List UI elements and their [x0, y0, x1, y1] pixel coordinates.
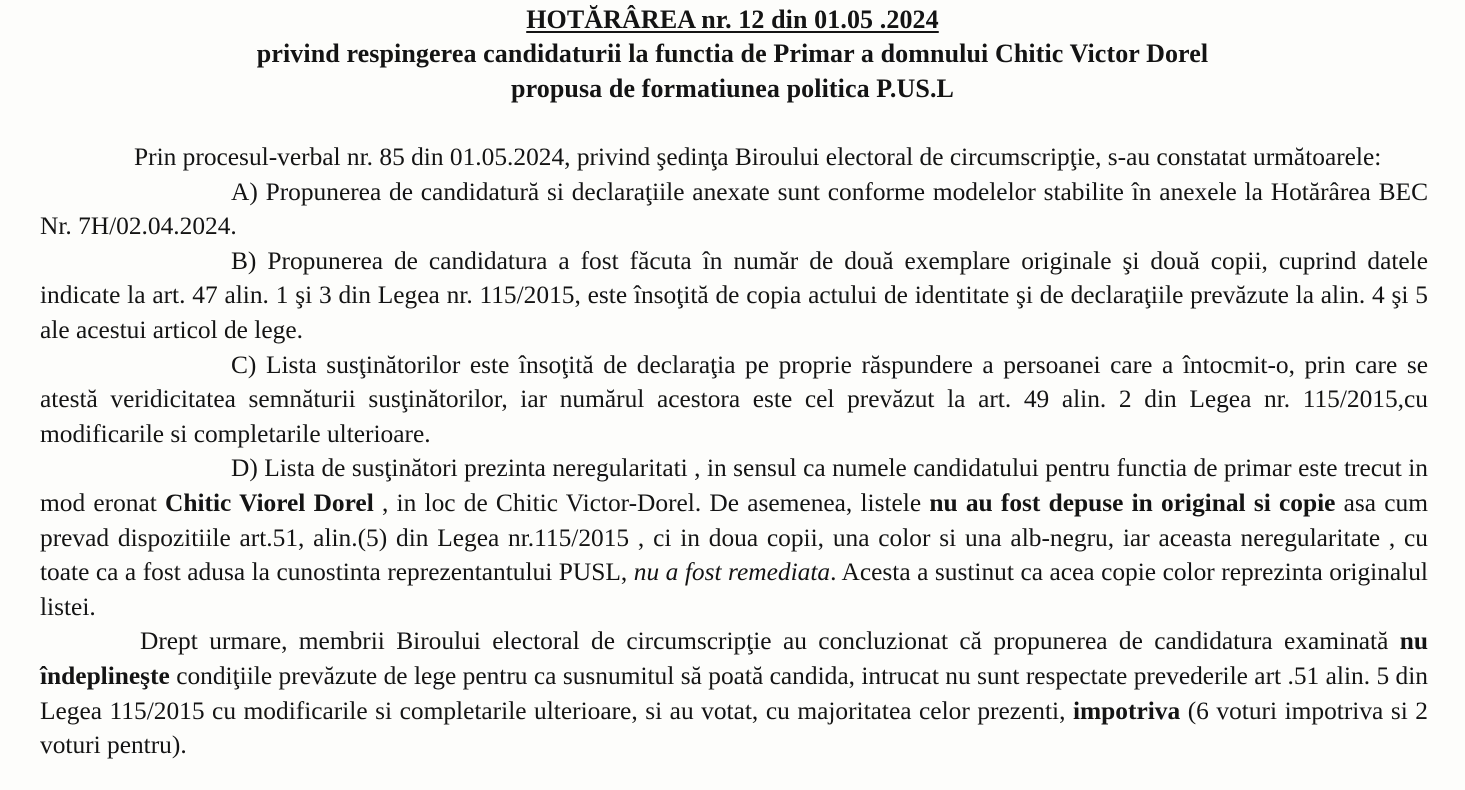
document-body	[40, 140, 1428, 763]
point-d-text-2: , in loc de Chitic Victor-Dorel. De asemenea, listele	[373, 488, 930, 517]
point-d-italic: nu a fost remediata	[633, 558, 831, 587]
point-b-paragraph: B) Propunerea de candidatura a fost făcuta în număr de două exemplare originale şi două copii, cuprind datele indicate la art. 47 alin. 1 şi 3 din Legea nr. 115/2015, este însoţită de copia actului de identitate şi de declaraţiile prevăzute la alin. 4 şi 5 ale acestui articol de lege.	[40, 246, 1428, 344]
conclusion-bold-impotriva: impotriva	[1072, 696, 1181, 725]
point-d-paragraph	[40, 451, 1428, 624]
document-subtitle: privind respingerea candidaturii la functia de Primar a domnului Chitic Victor Dorel	[256, 39, 1209, 68]
point-d-bold-original: nu au fost depuse in original si copie	[929, 488, 1336, 517]
point-d-bold-name: Chitic Viorel Dorel	[165, 488, 374, 517]
point-d-text-3: asa cum prevad dispozitiile art.51, alin.(5) din Legea nr.115/2015 , ci in doua copii, una color si una alb-negru, iar aceasta neregularitate , cu toate ca a fost adusa la cunostinta reprezentantului PUSL,	[40, 488, 1428, 587]
conclusion-text-1: Drept urmare, membrii Biroului electoral de circumscripţie au concluzionat că propunerea de candidatura examinată	[140, 627, 1400, 656]
conclusion-paragraph	[40, 624, 1428, 762]
point-d-text-1: D) Lista de susţinători prezinta neregularitati , in sensul ca numele candidatului pentru functia de primar este trecut in mod eronat	[40, 454, 1428, 517]
document-title: HOTĂRÂREA nr. 12 din 01.05 .2024	[526, 5, 939, 34]
document-subtitle-party: propusa de formatiunea politica P.US.L	[511, 74, 954, 103]
point-c-paragraph: C) Lista susţinătorilor este însoţită de declaraţia pe proprie răspundere a persoanei care a întocmit-o, prin care se atestă veridicitatea semnăturii susţinătorilor, iar numărul acestora este cel prevăzut la art. 49 alin. 2 din Legea nr. 115/2015,cu modificarile si completarile ulterioare.	[40, 350, 1428, 448]
conclusion-bold-nu: nu îndeplineşte	[40, 627, 1428, 690]
conclusion-text-2: condiţiile prevăzute de lege pentru ca susnumitul să poată candida, intrucat nu sunt respectate prevederile art .51 alin. 5 din Legea 115/2015 cu modificarile si completarile ulterioare, si au votat, cu majoritatea celor prezenti,	[40, 661, 1428, 725]
point-d-text-4: . Acesta a sustinut ca acea copie color reprezinta originalul listei.	[40, 558, 1428, 621]
point-a-paragraph: A) Propunerea de candidatură si declaraţiile anexate sunt conforme modelelor stabilite în anexele la Hotărârea BEC Nr. 7H/02.04.2024.	[40, 177, 1428, 241]
intro-paragraph: Prin procesul-verbal nr. 85 din 01.05.2024, privind şedinţa Biroului electoral de circumscripţie, s-au constatat următoarele:	[134, 143, 1382, 171]
conclusion-text-3: (6 voturi impotriva si 2 voturi pentru).	[40, 696, 1428, 760]
